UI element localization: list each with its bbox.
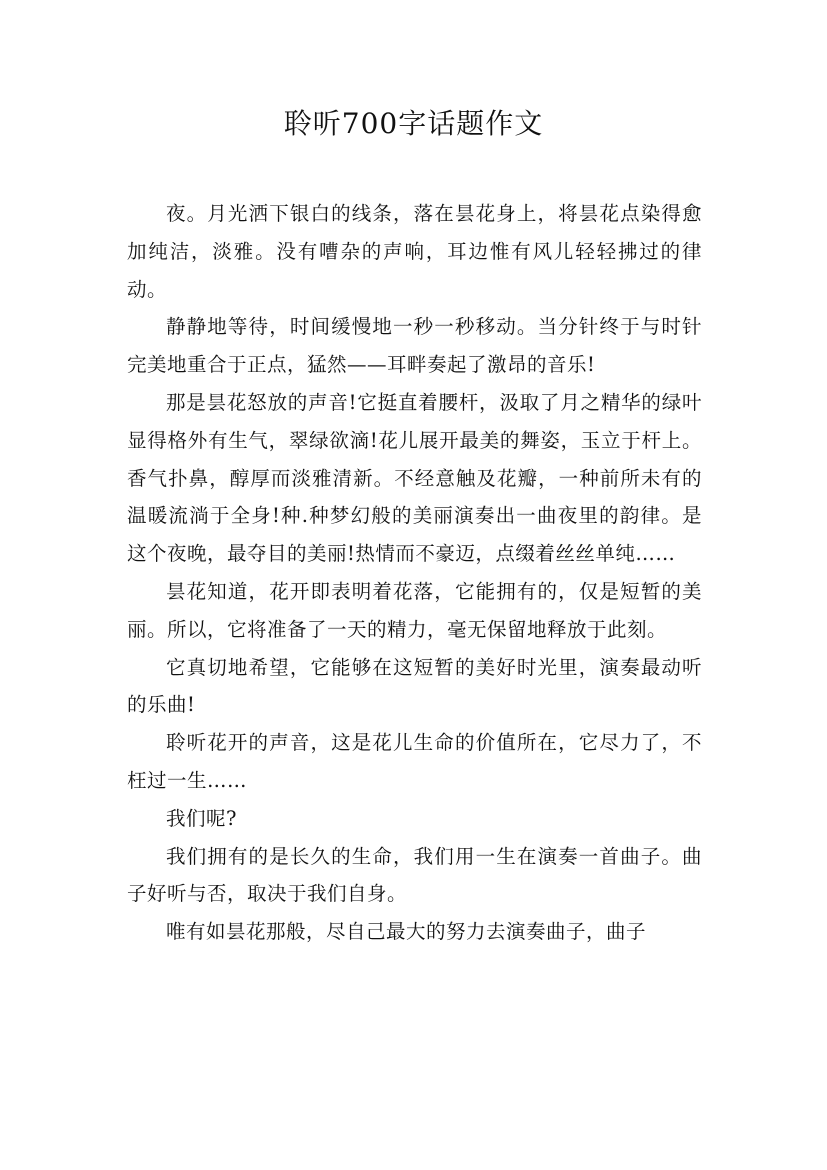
paragraph: 夜。月光洒下银白的线条，落在昙花身上，将昙花点染得愈加纯洁，淡雅。没有嘈杂的声响，耳边惟有风儿轻轻拂过的律动。 bbox=[127, 202, 702, 301]
paragraph: 静静地等待，时间缓慢地一秒一秒移动。当分针终于与时针完美地重合于正点，猛然——耳畔奏起了激昂的音乐! bbox=[127, 315, 702, 377]
paragraph: 昙花知道，花开即表明着花落，它能拥有的，仅是短暂的美丽。所以，它将准备了一天的精力，毫无保留地释放于此刻。 bbox=[127, 579, 702, 641]
document-body bbox=[127, 195, 702, 951]
paragraph: 聆听花开的声音，这是花儿生命的价值所在，它尽力了，不枉过一生…… bbox=[127, 731, 702, 792]
paragraph: 我们拥有的是长久的生命，我们用一生在演奏一首曲子。曲子好听与否，取决于我们自身。 bbox=[127, 844, 702, 906]
paragraph: 它真切地希望，它能够在这短暂的美好时光里，演奏最动听的乐曲! bbox=[127, 655, 702, 717]
paragraph: 我们呢? bbox=[166, 806, 237, 830]
paragraph: 唯有如昙花那般，尽自己最大的努力去演奏曲子，曲子 bbox=[166, 920, 647, 944]
paragraph: 那是昙花怒放的声音!它挺直着腰杆，汲取了月之精华的绿叶显得格外有生气，翠绿欲滴!花儿展开最美的舞姿，玉立于杆上。香气扑鼻，醇厚而淡雅清新。不经意触及花瓣，一种前所未有的温暖流淌于全身!种.种梦幻般的美丽演奏出一曲夜里的韵律。是这个夜晚，最夺目的美丽!热情而不豪迈，点缀着丝丝单纯…… bbox=[127, 390, 702, 566]
document-title: 聆听700字话题作文 bbox=[283, 107, 544, 140]
